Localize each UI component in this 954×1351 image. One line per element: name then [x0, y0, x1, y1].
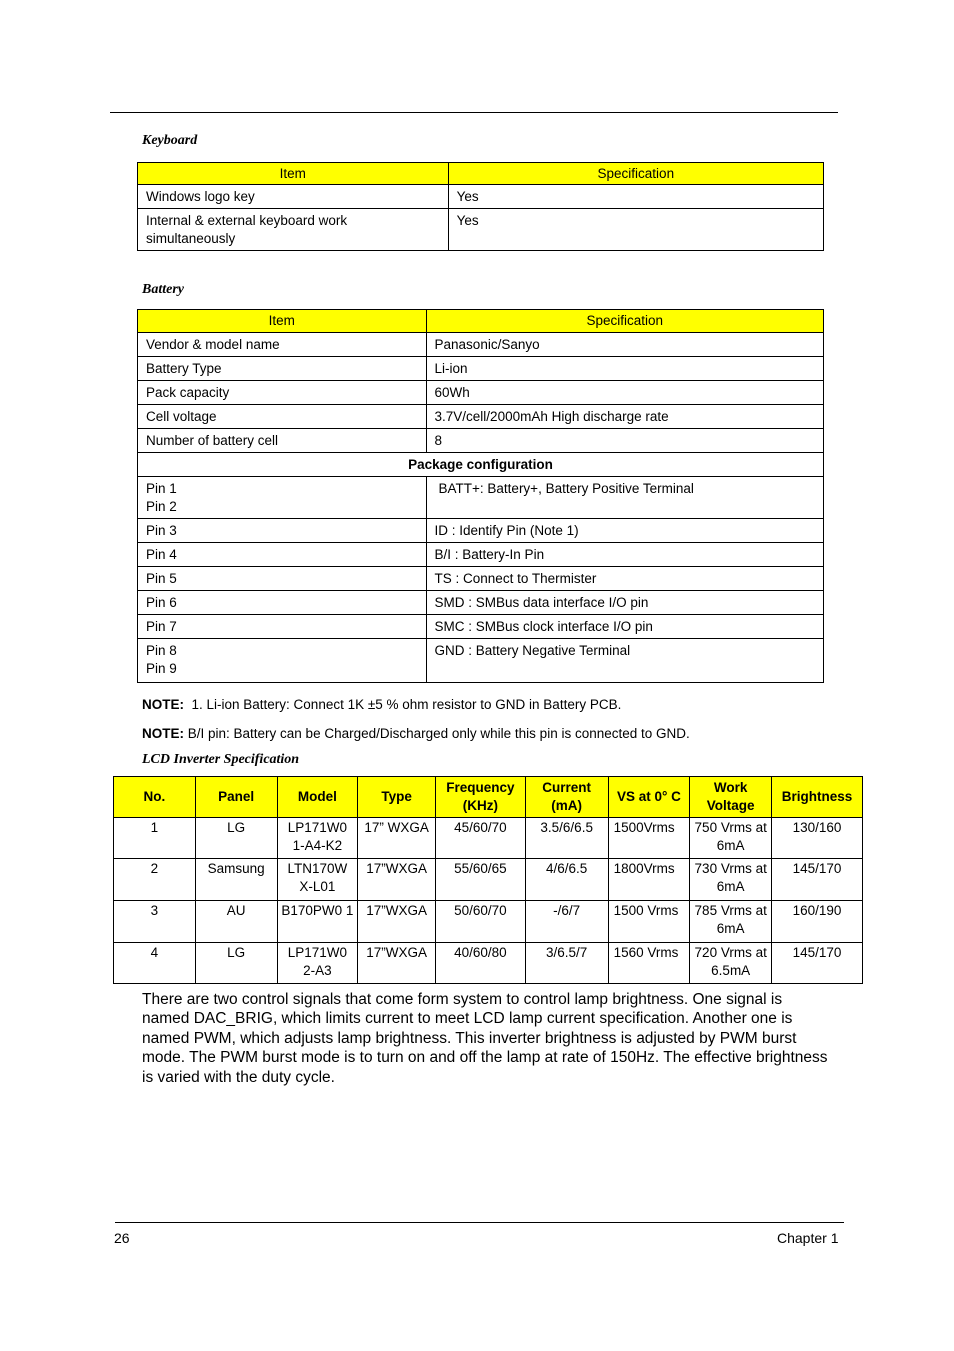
keyboard-title: Keyboard: [142, 133, 198, 148]
column-header: VS at 0° C: [608, 777, 690, 818]
pin-cell: Pin 4: [138, 543, 427, 567]
item-cell: Number of battery cell: [138, 429, 427, 453]
table-row: [138, 209, 824, 251]
column-header: Frequency (KHz): [435, 777, 525, 818]
body-paragraph: There are two control signals that come form system to control lamp brightness. One signal is named DAC_BRIG, which limits current to meet LCD lamp current specification. Another one is named PWM, which adjusts lamp brightness. This inverter brightness is adjusted by PWM burst mode. The PWM burst mode is to turn on and off the lamp at rate of 150Hz. The effective brightness is varied with the duty cycle.: [142, 991, 828, 1086]
table-row: [138, 639, 824, 683]
spec-cell: Yes: [448, 209, 823, 251]
panel-cell: Samsung: [195, 859, 277, 901]
table-row: [114, 859, 863, 901]
no-cell: 3: [114, 901, 196, 943]
note-text: 1. Li-ion Battery: Connect 1K ±5 % ohm resistor to GND in Battery PCB.: [184, 697, 622, 712]
footer-rule: [115, 1222, 844, 1223]
chapter-label: Chapter 1: [777, 1230, 839, 1246]
column-header: Model: [277, 777, 358, 818]
work-voltage-cell: 720 Vrms at 6.5mA: [690, 943, 772, 984]
pin-label: Pin 2: [146, 499, 177, 514]
work-voltage-cell: 785 Vrms at 6mA: [690, 901, 772, 943]
column-header: Type: [358, 777, 436, 818]
table-row: [138, 185, 824, 209]
item-cell: Battery Type: [138, 357, 427, 381]
type-cell: 17”WXGA: [358, 901, 436, 943]
spec-cell: Panasonic/Sanyo: [426, 333, 823, 357]
table-row: [138, 477, 824, 519]
brightness-cell: 145/170: [772, 859, 863, 901]
table-row: [138, 429, 824, 453]
pin-cell: Pin 5: [138, 567, 427, 591]
vs-cell: 1500 Vrms: [608, 901, 690, 943]
no-cell: 4: [114, 943, 196, 984]
panel-cell: LG: [195, 943, 277, 984]
lcd-inverter-table: [113, 776, 863, 984]
frequency-cell: 55/60/65: [435, 859, 525, 901]
battery-table: [137, 309, 824, 683]
pin-desc: SMD : SMBus data interface I/O pin: [426, 591, 823, 615]
pin-desc: SMC : SMBus clock interface I/O pin: [426, 615, 823, 639]
spec-cell: 60Wh: [426, 381, 823, 405]
column-header: Brightness: [772, 777, 863, 818]
frequency-cell: 40/60/80: [435, 943, 525, 984]
pin-cell: Pin 6: [138, 591, 427, 615]
table-row: [138, 333, 824, 357]
column-header: Item: [138, 310, 427, 333]
note-2: [142, 726, 690, 741]
pin-label: Pin 9: [146, 661, 177, 676]
pin-desc: BATT+: Battery+, Battery Positive Terminal: [426, 477, 823, 519]
lcd-title: LCD Inverter Specification: [142, 752, 300, 767]
note-label: NOTE:: [142, 697, 184, 712]
brightness-cell: 145/170: [772, 943, 863, 984]
current-cell: 3.5/6/6.5: [525, 818, 608, 859]
panel-cell: AU: [195, 901, 277, 943]
column-header: Item: [138, 163, 449, 185]
note-1: [142, 697, 621, 712]
vs-cell: 1800Vrms: [608, 859, 690, 901]
frequency-cell: 50/60/70: [435, 901, 525, 943]
battery-title: Battery: [142, 282, 184, 297]
brightness-cell: 160/190: [772, 901, 863, 943]
item-cell: Cell voltage: [138, 405, 427, 429]
brightness-cell: 130/160: [772, 818, 863, 859]
model-cell: LP171W0 1-A4-K2: [277, 818, 358, 859]
pin-label: Pin 1: [146, 481, 177, 496]
table-row: [114, 901, 863, 943]
table-row: [114, 818, 863, 859]
table-row: [138, 519, 824, 543]
table-row: [114, 943, 863, 984]
no-cell: 1: [114, 818, 196, 859]
table-row: [138, 357, 824, 381]
vs-cell: 1500Vrms: [608, 818, 690, 859]
model-cell: LP171W0 2-A3: [277, 943, 358, 984]
column-header: Specification: [448, 163, 823, 185]
pin-desc: TS : Connect to Thermister: [426, 567, 823, 591]
spec-cell: 3.7V/cell/2000mAh High discharge rate: [426, 405, 823, 429]
note-text: B/I pin: Battery can be Charged/Discharged only while this pin is connected to GND.: [184, 726, 690, 741]
type-cell: 17” WXGA: [358, 818, 436, 859]
package-row: [138, 453, 824, 477]
table-row: [138, 615, 824, 639]
page-number: 26: [114, 1230, 130, 1246]
column-header: No.: [114, 777, 196, 818]
pin-cell: Pin 7: [138, 615, 427, 639]
table-row: [138, 591, 824, 615]
pin-cell: Pin 3: [138, 519, 427, 543]
column-header: Current (mA): [525, 777, 608, 818]
work-voltage-cell: 730 Vrms at 6mA: [690, 859, 772, 901]
package-header: Package configuration: [138, 453, 824, 477]
frequency-cell: 45/60/70: [435, 818, 525, 859]
work-voltage-cell: 750 Vrms at 6mA: [690, 818, 772, 859]
item-cell: Windows logo key: [138, 185, 449, 209]
pin-desc: B/I : Battery-In Pin: [426, 543, 823, 567]
table-row: [138, 567, 824, 591]
column-header: Work Voltage: [690, 777, 772, 818]
item-cell: Internal & external keyboard work simultaneously: [138, 209, 449, 251]
model-cell: B170PW0 1: [277, 901, 358, 943]
type-cell: 17”WXGA: [358, 943, 436, 984]
panel-cell: LG: [195, 818, 277, 859]
table-row: [138, 543, 824, 567]
current-cell: 4/6/6.5: [525, 859, 608, 901]
type-cell: 17”WXGA: [358, 859, 436, 901]
current-cell: -/6/7: [525, 901, 608, 943]
table-row: [138, 405, 824, 429]
pin-label: Pin 8: [146, 643, 177, 658]
item-cell: Vendor & model name: [138, 333, 427, 357]
no-cell: 2: [114, 859, 196, 901]
note-label: NOTE:: [142, 726, 184, 741]
keyboard-table: [137, 162, 824, 251]
header-rule: [110, 112, 838, 113]
pin-cell: [138, 639, 427, 683]
spec-cell: Yes: [448, 185, 823, 209]
spec-cell: Li-ion: [426, 357, 823, 381]
pin-desc: ID : Identify Pin (Note 1): [426, 519, 823, 543]
column-header: Specification: [426, 310, 823, 333]
item-cell: Pack capacity: [138, 381, 427, 405]
table-row: [138, 381, 824, 405]
column-header: Panel: [195, 777, 277, 818]
current-cell: 3/6.5/7: [525, 943, 608, 984]
vs-cell: 1560 Vrms: [608, 943, 690, 984]
pin-desc: GND : Battery Negative Terminal: [426, 639, 823, 683]
spec-cell: 8: [426, 429, 823, 453]
pin-cell: [138, 477, 427, 519]
model-cell: LTN170W X-L01: [277, 859, 358, 901]
